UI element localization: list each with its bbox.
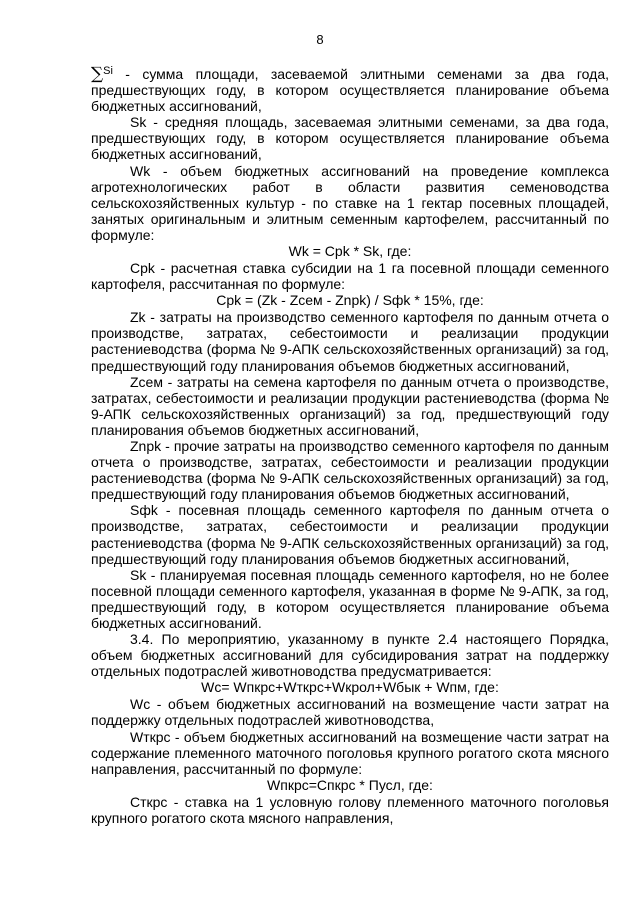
formula: Wk = Cpk * Sk, где:	[288, 243, 412, 260]
paragraph: Sk - планируемая посевная площадь семенного картофеля, но не более посевной площади семенного картофеля, указанная в форме № 9-АПК, за год, предшествующий году, в котором осуществляется планирование объема бюджетных ассигнований.	[91, 566, 609, 631]
paragraph: Wткрс - объем бюджетных ассигнований на возмещение части затрат на содержание племенного маточного поголовья крупного рогатого скота мясного направления, рассчитанный по формуле:	[91, 728, 609, 777]
formula: Wпкрс=Спкрс * Пусл, где:	[267, 776, 433, 793]
paragraph: Wc - объем бюджетных ассигнований на возмещение части затрат на поддержку отдельных подотраслей животноводства,	[91, 696, 609, 729]
paragraph: Zk - затраты на производство семенного картофеля по данным отчета о производстве, затратах, себестоимости и реализации продукции растениеводства (форма № 9-АПК сельскохозяйственных организаций) за год, предшествующий году планирования объемов бюджетных ассигнований,	[91, 309, 609, 374]
page-number: 8	[316, 32, 324, 47]
paragraph: Сткрс - ставка на 1 условную голову племенного маточного поголовья крупного рогатого скота мясного направления,	[91, 793, 609, 826]
paragraph-text: - сумма площади, засеваемой элитными семенами за два года, предшествующих году, в котором осуществляется планирование объема бюджетных ассигнований,	[91, 66, 609, 115]
paragraph: Wk - объем бюджетных ассигнований на проведение комплекса агротехнологических работ в области развития семеноводства сельскохозяйственных культур - по ставке на 1 гектар посевных площадей, занятых оригинальным и элитным семенным картофелем, рассчитанный по формуле:	[91, 162, 609, 243]
sum-symbol: ∑	[91, 64, 104, 84]
document-body	[91, 63, 609, 826]
formula: Cpk = (Zk - Zсем - Znpk) / Sфk * 15%, где:	[216, 292, 484, 309]
paragraph: Sk - средняя площадь, засеваемая элитными семенами, за два года, предшествующих году, в котором осуществляется планирование объема бюджетных ассигнований,	[91, 114, 609, 163]
paragraph: Cpk - расчетная ставка субсидии на 1 га посевной площади семенного картофеля, рассчитанная по формуле:	[91, 260, 609, 293]
paragraph: Zсем - затраты на семена картофеля по данным отчета о производстве, затратах, себестоимости и реализации продукции растениеводства (форма № 9-АПК сельскохозяйственных организаций) за год, предшествующий году планирования объемов бюджетных ассигнований,	[91, 373, 609, 438]
paragraph: 3.4. По мероприятию, указанному в пункте 2.4 настоящего Порядка, объем бюджетных ассигнований для субсидирования затрат на поддержку отдельных подотраслей животноводства предусматривается:	[91, 631, 609, 680]
sum-subscript: Si	[103, 65, 113, 77]
formula: Wc= Wпкрс+Wткрс+Wкрол+Wбык + Wпм, где:	[201, 679, 499, 696]
paragraph	[91, 63, 609, 114]
paragraph: Sфk - посевная площадь семенного картофеля по данным отчета о производстве, затратах, себестоимости и реализации продукции растениеводства (форма № 9-АПК сельскохозяйственных организаций) за год, предшествующий году планирования объемов бюджетных ассигнований,	[91, 502, 609, 567]
paragraph: Znpk - прочие затраты на производство семенного картофеля по данным отчета о производстве, затратах, себестоимости и реализации продукции растениеводства (форма № 9-АПК сельскохозяйственных организаций) за год, предшествующий году планирования объемов бюджетных ассигнований,	[91, 437, 609, 503]
